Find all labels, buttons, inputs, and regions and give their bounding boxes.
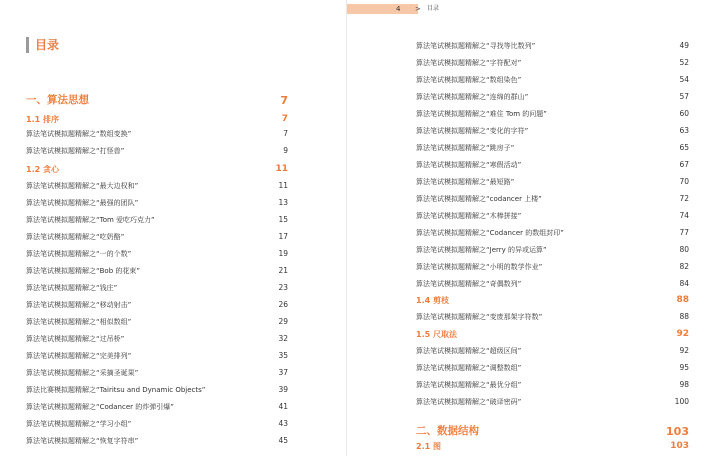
toc-entry-row[interactable] [416,125,689,137]
toc-page-number: 15 [278,215,288,224]
toc-entry-title: 算法笔试模拟题精解之“寻找等比数列” [416,42,536,50]
toc-page-number: 29 [278,317,288,326]
toc-section-row[interactable] [26,163,288,176]
toc-entry-row[interactable] [416,142,689,154]
toc-page-number: 41 [278,402,288,411]
toc-entry-title: 算法笔试模拟题精解之“寒假活动” [416,161,522,169]
toc-entry-title: 算法笔试模拟题精解之“最优分组” [416,381,522,389]
toc-page-number: 17 [278,232,288,241]
toc-page-number: 32 [278,334,288,343]
toc-entry-row[interactable] [26,145,288,157]
toc-entry-row[interactable] [26,435,288,447]
toc-section-row[interactable] [26,113,288,126]
toc-entry-title: 算法笔试模拟题精解之“钱庄” [26,284,118,292]
toc-page-number: 103 [666,425,689,438]
toc-page-number: 7 [281,114,288,124]
toc-entry-title: 算法笔试模拟题精解之“破译密码” [416,398,522,406]
toc-entry-row[interactable] [416,362,689,374]
toc-entry-title: 算法笔试模拟题精解之“变化的字符” [416,127,529,135]
toc-entry-row[interactable] [416,311,689,323]
toc-page-number: 77 [679,228,689,237]
toc-page-number: 80 [679,245,689,254]
toc-entry-title: 算法笔试模拟题精解之“数组染色” [416,76,522,84]
toc-page-number: 98 [679,380,689,389]
toc-entry-row[interactable] [416,244,689,256]
toc-entry-title: 算法笔试模拟题精解之“小明的数学作业” [416,263,543,271]
toc-entry-row[interactable] [26,180,288,192]
toc-page-number: 88 [676,295,689,305]
toc-page-number: 39 [278,385,288,394]
toc-entry-title: 算法笔试模拟题精解之“超级区间” [416,347,522,355]
toc-page-number: 74 [679,211,689,220]
toc-entry-title: 算法笔试模拟题精解之“最短路” [416,178,515,186]
toc-entry-title: 算法笔试模拟题精解之“Tom 爱吃巧克力” [26,216,155,224]
toc-page-number: 26 [278,300,288,309]
toc-entry-row[interactable] [416,159,689,171]
header-section-title: 目录 [427,5,440,12]
toc-section-title: 2.1 图 [416,442,441,451]
toc-entry-title: 算法笔试模拟题精解之“Codancer 的炸弹引爆” [26,403,174,411]
toc-entry-title: 算法笔试模拟题精解之“吃奶酪” [26,233,125,241]
toc-entry-row[interactable] [26,214,288,226]
toc-page-number: 70 [679,177,689,186]
toc-page-number: 13 [278,198,288,207]
toc-page-number: 82 [679,262,689,271]
toc-entry-title: 算法比赛模拟题精解之“Tairitsu and Dynamic Objects” [26,386,206,394]
toc-page-number: 57 [679,92,689,101]
toc-entry-title: 算法笔试模拟题精解之“最强的团队” [26,199,139,207]
toc-page-number: 11 [278,181,288,190]
toc-chapter-row[interactable] [26,93,288,108]
toc-entry-row[interactable] [26,299,288,311]
toc-entry-title: 算法笔试模拟题精解之“Codancer 的数组封印” [416,229,564,237]
toc-entry-title: 算法笔试模拟题精解之“一的个数” [26,250,132,258]
toc-entry-row[interactable] [26,316,288,328]
toc-entry-row[interactable] [26,401,288,413]
toc-entry-title: 算法笔试模拟题精解之“数组变换” [26,130,132,138]
toc-page-number: 49 [679,41,689,50]
toc-entry-row[interactable] [416,176,689,188]
toc-page-number: 19 [278,249,288,258]
toc-section-title: 1.1 排序 [26,115,59,124]
toc-entry-row[interactable] [26,231,288,243]
toc-entry-row[interactable] [26,265,288,277]
toc-entry-row[interactable] [416,345,689,357]
toc-page-number: 84 [679,279,689,288]
toc-entry-title: 算法笔试模拟题精解之“难住 Tom 的问题” [416,110,547,118]
toc-page-number: 72 [679,194,689,203]
toc-entry-title: 算法笔试模拟题精解之“采摘圣诞果” [26,369,139,377]
page-number: 4 [396,5,401,13]
toc-entry-title: 算法笔试模拟题精解之“Jerry 的异或运算” [416,246,547,254]
toc-entry-row[interactable] [26,418,288,430]
toc-page-number: 103 [670,441,689,451]
toc-entry-title: 算法笔试模拟题精解之“移动射击” [26,301,132,309]
toc-page-number: 7 [283,129,288,138]
toc-entry-row[interactable] [26,282,288,294]
toc-entry-row[interactable] [416,396,689,408]
toc-page-number: 92 [676,329,689,339]
toc-page-number: 9 [283,146,288,155]
toc-page-number: 37 [278,368,288,377]
toc-chapter-row[interactable] [416,424,689,439]
toc-entry-row[interactable] [26,367,288,379]
toc-entry-title: 算法笔试模拟题精解之“最大边权和” [26,182,139,190]
toc-page-number: 11 [275,164,288,174]
toc-entry-title: 算法笔试模拟题精解之“恢复字符串” [26,437,139,445]
toc-entry-row[interactable] [416,74,689,86]
toc-entry-row[interactable] [416,227,689,239]
toc-entry-row[interactable] [26,197,288,209]
toc-section-title: 1.2 贪心 [26,165,59,174]
toc-entry-row[interactable] [26,128,288,140]
toc-entry-row[interactable] [26,384,288,396]
toc-page-number: 92 [679,346,689,355]
toc-page-number: 52 [679,58,689,67]
right-page [346,0,720,456]
toc-entry-title: 算法笔试模拟题精解之“codancer 上楼” [416,195,542,203]
toc-title: 目录 [26,37,59,53]
toc-entry-title: 算法笔试模拟题精解之“打怪兽” [26,147,125,155]
toc-entry-row[interactable] [26,350,288,362]
toc-entry-row[interactable] [416,193,689,205]
toc-chapter-title: 二、数据结构 [416,425,479,437]
toc-entry-title: 算法笔试模拟题精解之“奇偶数列” [416,280,522,288]
toc-entry-title: 算法笔试模拟题精解之“连绵的群山” [416,93,529,101]
toc-page-number: 95 [679,363,689,372]
toc-entry-title: 算法笔试模拟题精解之“完美排列” [26,352,132,360]
toc-page-number: 7 [280,94,288,107]
toc-section-row[interactable] [416,328,689,341]
toc-entry-title: 算法笔试模拟题精解之“跳房子” [416,144,515,152]
page-header-bar [347,4,418,14]
toc-page-number: 54 [679,75,689,84]
toc-entry-row[interactable] [416,57,689,69]
toc-chapter-title: 一、算法思想 [26,94,89,106]
toc-page-number: 35 [278,351,288,360]
toc-page-number: 65 [679,143,689,152]
toc-page-number: 21 [278,266,288,275]
toc-entry-row[interactable] [26,248,288,260]
toc-page-number: 67 [679,160,689,169]
toc-entry-title: 算法笔试模拟题精解之“过吊桥” [26,335,125,343]
toc-page-number: 23 [278,283,288,292]
toc-entry-row[interactable] [416,40,689,52]
toc-page-number: 63 [679,126,689,135]
toc-entry-title: 算法笔试模拟题精解之“Bob 的花束” [26,267,141,275]
toc-page-number: 43 [278,419,288,428]
toc-page-number: 60 [679,109,689,118]
toc-page-number: 100 [674,397,689,406]
toc-entry-title: 算法笔试模拟题精解之“学习小组” [26,420,132,428]
toc-entry-row[interactable] [416,379,689,391]
toc-entry-title: 算法笔试模拟题精解之“变废那架字符数” [416,313,543,321]
toc-page-number: 88 [679,312,689,321]
toc-entry-row[interactable] [26,333,288,345]
toc-section-title: 1.5 尺取法 [416,330,457,339]
toc-entry-title: 算法笔试模拟题精解之“相似数组” [26,318,132,326]
toc-section-row[interactable] [416,440,689,453]
toc-entry-title: 算法笔试模拟题精解之“木棒拼接” [416,212,522,220]
toc-entry-row[interactable] [416,261,689,273]
toc-entry-row[interactable] [416,278,689,290]
toc-entry-row[interactable] [416,91,689,103]
toc-section-row[interactable] [416,294,689,307]
toc-page-number: 45 [278,436,288,445]
toc-entry-title: 算法笔试模拟题精解之“字符配对” [416,59,522,67]
toc-entry-row[interactable] [416,210,689,222]
left-page [0,0,346,456]
chevron-right-icon: > [415,5,421,13]
toc-section-title: 1.4 剪枝 [416,296,449,305]
toc-entry-title: 算法笔试模拟题精解之“调整数组” [416,364,522,372]
toc-entry-row[interactable] [416,108,689,120]
